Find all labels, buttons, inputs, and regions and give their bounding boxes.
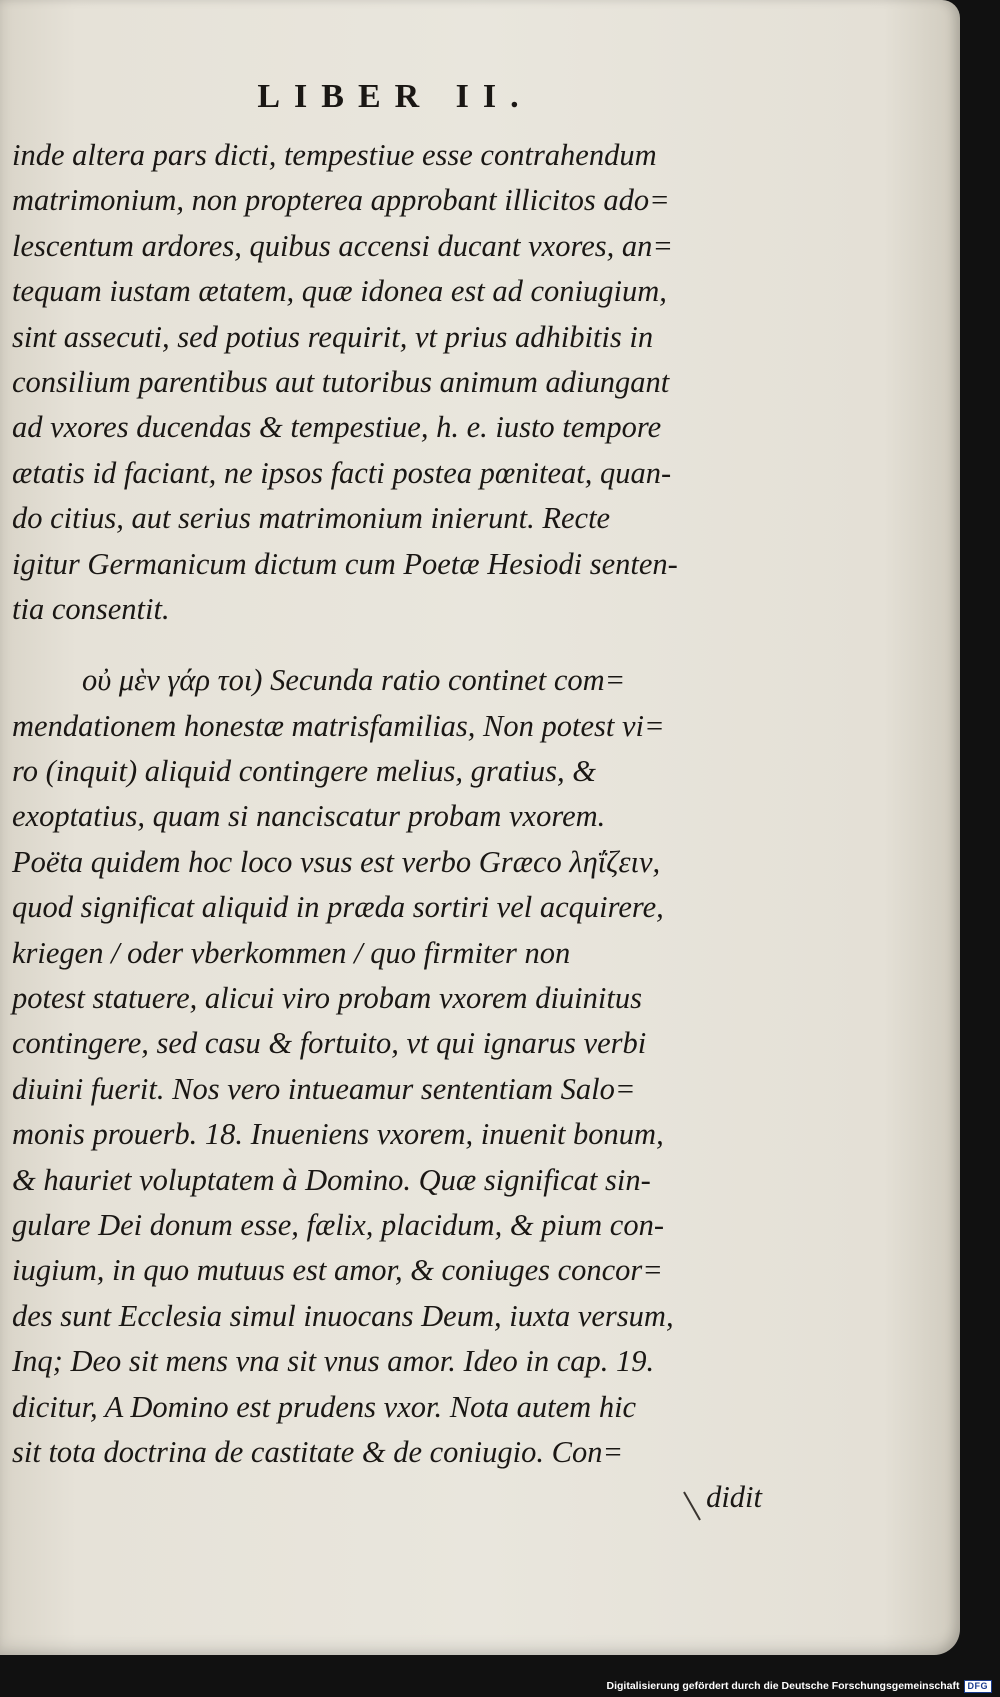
- pen-mark: [682, 1490, 702, 1524]
- text-line: kriegen / oder vberkommen / quo firmiter non: [12, 935, 571, 970]
- text-line: contingere, sed casu & fortuito, vt qui ignarus verbi: [12, 1026, 647, 1061]
- text-line: ro (inquit) aliquid contingere melius, gratius, &: [12, 754, 596, 789]
- dfg-logo: DFG: [964, 1680, 993, 1693]
- text-line: Inq; Deo sit mens vna sit vnus amor. Ideo in cap. 19.: [12, 1344, 655, 1379]
- text-line: monis prouerb. 18. Inueniens vxorem, inuenit bonum,: [12, 1117, 664, 1152]
- text-line: consilium parentibus aut tutoribus animum adiungant: [12, 364, 670, 399]
- text-line: quod significat aliquid in præda sortiri vel acquirere,: [12, 890, 664, 925]
- text-line: ad vxores ducendas & tempestiue, h. e. iusto tempore: [12, 410, 662, 445]
- text-line: inde altera pars dicti, tempestiue esse contrahendum: [12, 138, 657, 172]
- footer-text: Digitalisierung gefördert durch die Deutsche Forschungsgemeinschaft: [606, 1680, 960, 1692]
- text-line: sit tota doctrina de castitate & de coniugio. Con=: [12, 1434, 624, 1469]
- text-line: tia consentit.: [12, 591, 170, 626]
- text-line: Poëta quidem hoc loco vsus est verbo Græco ληΐζειν,: [12, 844, 661, 879]
- text-line: ætatis id faciant, ne ipsos facti postea pœniteat, quan-: [12, 455, 672, 490]
- text-line: sint assecuti, sed potius requirit, vt prius adhibitis in: [12, 319, 654, 354]
- text-line: gulare Dei donum esse, fælix, placidum, & pium con-: [12, 1207, 664, 1242]
- text-line: dicitur, A Domino est prudens vxor. Nota autem hic: [12, 1389, 637, 1424]
- page-body: [12, 138, 762, 1526]
- running-header: LIBER II.: [257, 78, 533, 115]
- text-line: iugium, in quo mutuus est amor, & coniuges concor=: [12, 1253, 663, 1288]
- text-line: exoptatius, quam si nanciscatur probam vxorem.: [12, 799, 606, 834]
- catchword: didit: [706, 1480, 762, 1515]
- digitization-footer: [607, 1679, 992, 1693]
- text-line: tequam iustam ætatem, quæ idonea est ad coniugium,: [12, 274, 667, 309]
- text-line: igitur Germanicum dictum cum Poetæ Hesiodi senten-: [12, 546, 678, 581]
- text-line: do citius, aut serius matrimonium inierunt. Recte: [12, 501, 611, 536]
- text-line: matrimonium, non propterea approbant illicitos ado=: [12, 183, 670, 218]
- text-line: & hauriet voluptatem à Domino. Quæ significat sin-: [12, 1162, 651, 1197]
- text-line: diuini fuerit. Nos vero intueamur sententiam Salo=: [12, 1071, 636, 1106]
- text-line: lescentum ardores, quibus accensi ducant vxores, an=: [12, 228, 673, 263]
- text-line: potest statuere, alicui viro probam vxorem diuinitus: [12, 981, 642, 1016]
- paragraph-start-line: οὐ μὲν γάρ τοι) Secunda ratio continet com=: [82, 663, 626, 698]
- text-line: mendationem honestæ matrisfamilias, Non potest vi=: [12, 708, 665, 743]
- text-line: des sunt Ecclesia simul inuocans Deum, iuxta versum,: [12, 1298, 674, 1333]
